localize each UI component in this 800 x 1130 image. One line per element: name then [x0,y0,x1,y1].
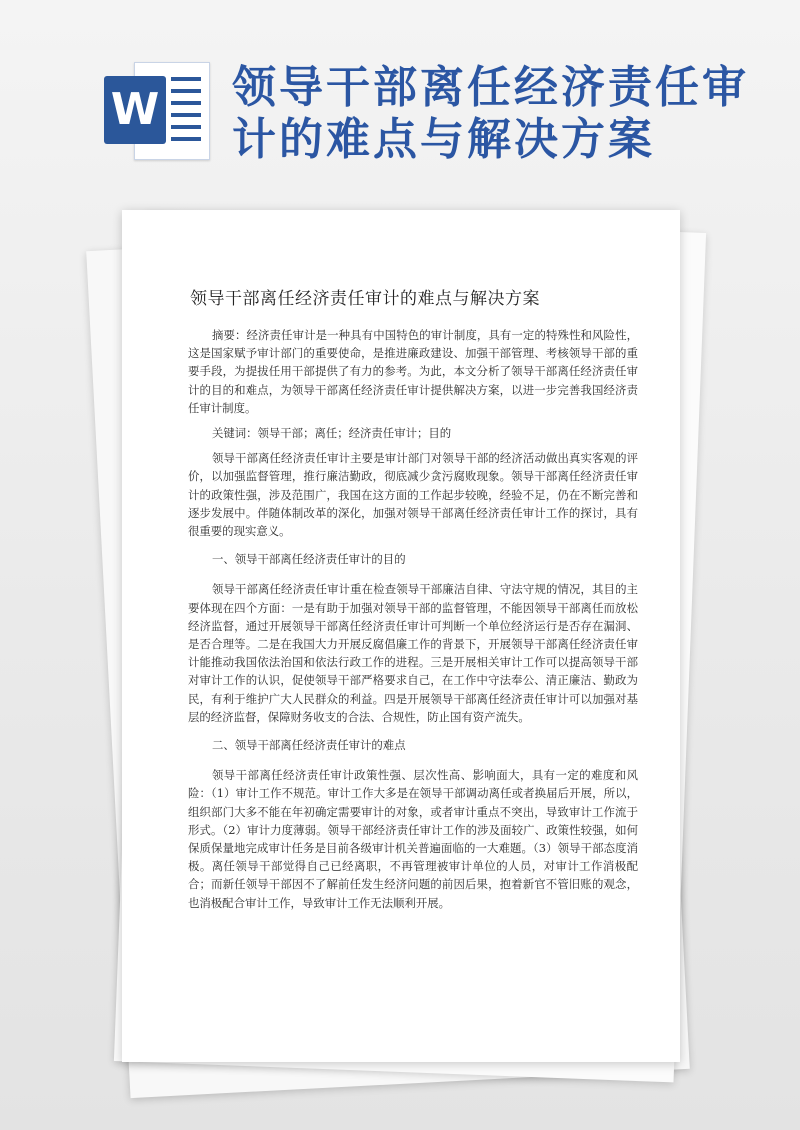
banner-title: 领导干部离任经济责任审计的难点与解决方案 [232,62,749,165]
icon-line [171,113,201,117]
icon-line [171,77,201,81]
section-heading-purpose: 一、领导干部离任经济责任审计的目的 [211,552,406,567]
keywords-paragraph: 关键词：领导干部；离任；经济责任审计；目的 [211,426,452,441]
icon-line [171,125,201,129]
document-page [122,210,680,1062]
document-title: 领导干部离任经济责任审计的难点与解决方案 [190,289,540,309]
word-document-icon [104,62,214,158]
word-letter-icon: W [104,76,166,144]
section-heading-difficulties: 二、领导干部离任经济责任审计的难点 [211,738,406,753]
icon-line [171,89,201,93]
icon-line [171,101,201,105]
icon-line [171,137,201,141]
section-paragraph-difficulties: 领导干部离任经济责任审计政策性强、层次性高、影响面大，具有一定的难度和风险：（1）审计工作不规范。审计工作大多是在领导干部调动离任或者换届后开展，所以，组织部门大多不能在年初确定需要审计的对象，或者审计重点不突出，导致审计工作流于形式。（2）审计力度薄弱。领导干部经济责任审计工作的涉及面较广、政策性较强，如何保质保量地完成审计任务是目前各级审计机关普遍面临的一大难题。（3）领导干部态度消极。离任领导干部觉得自己已经离职，不再管理被审计单位的人员，对审计工作消极配合；而新任领导干部因不了解前任发生经济问题的前因后果，抱着新官不管旧账的观念，也消极配合审计工作，导致审计工作无法顺利开展。 [188,768,638,910]
section-paragraph-purpose: 领导干部离任经济责任审计重在检查领导干部廉洁自律、守法守规的情况，其目的主要体现在四个方面：一是有助于加强对领导干部的监督管理，不能因领导干部离任而放松经济监督，通过开展领导干部离任经济责任审计可判断一个单位经济运行是否存在漏洞、是否合理等。二是在我国大力开展反腐倡廉工作的背景下，开展领导干部离任经济责任审计能推动我国依法治国和依法行政工作的进程。三是开展相关审计工作可以提高领导干部对审计工作的认识，促使领导干部严格要求自己，在工作中守法奉公、清正廉洁、勤政为民，有利于维护广大人民群众的利益。四是开展领导干部离任经济责任审计可以加强对基层的经济监督，保障财务收支的合法、合规性，防止国有资产流失。 [188,582,638,724]
document-body [188,326,638,919]
abstract-paragraph: 摘要：经济责任审计是一种具有中国特色的审计制度，具有一定的特殊性和风险性，这是国家赋予审计部门的重要使命，是推进廉政建设、加强干部管理、考核领导干部的重要手段，为提拔任用干部提供了有力的参考。为此，本文分析了领导干部离任经济责任审计的目的和难点，为领导干部离任经济责任审计提供解决方案，以进一步完善我国经济责任审计制度。 [188,328,638,415]
intro-paragraph: 领导干部离任经济责任审计主要是审计部门对领导干部的经济活动做出真实客观的评价，以加强监督管理，推行廉洁勤政，彻底减少贪污腐败现象。领导干部离任经济责任审计的政策性强，涉及范围广，我国在这方面的工作起步较晚，经验不足，仍在不断完善和逐步发展中。伴随体制改革的深化，加强对领导干部离任经济责任审计工作的探讨，具有很重要的现实意义。 [188,451,638,539]
